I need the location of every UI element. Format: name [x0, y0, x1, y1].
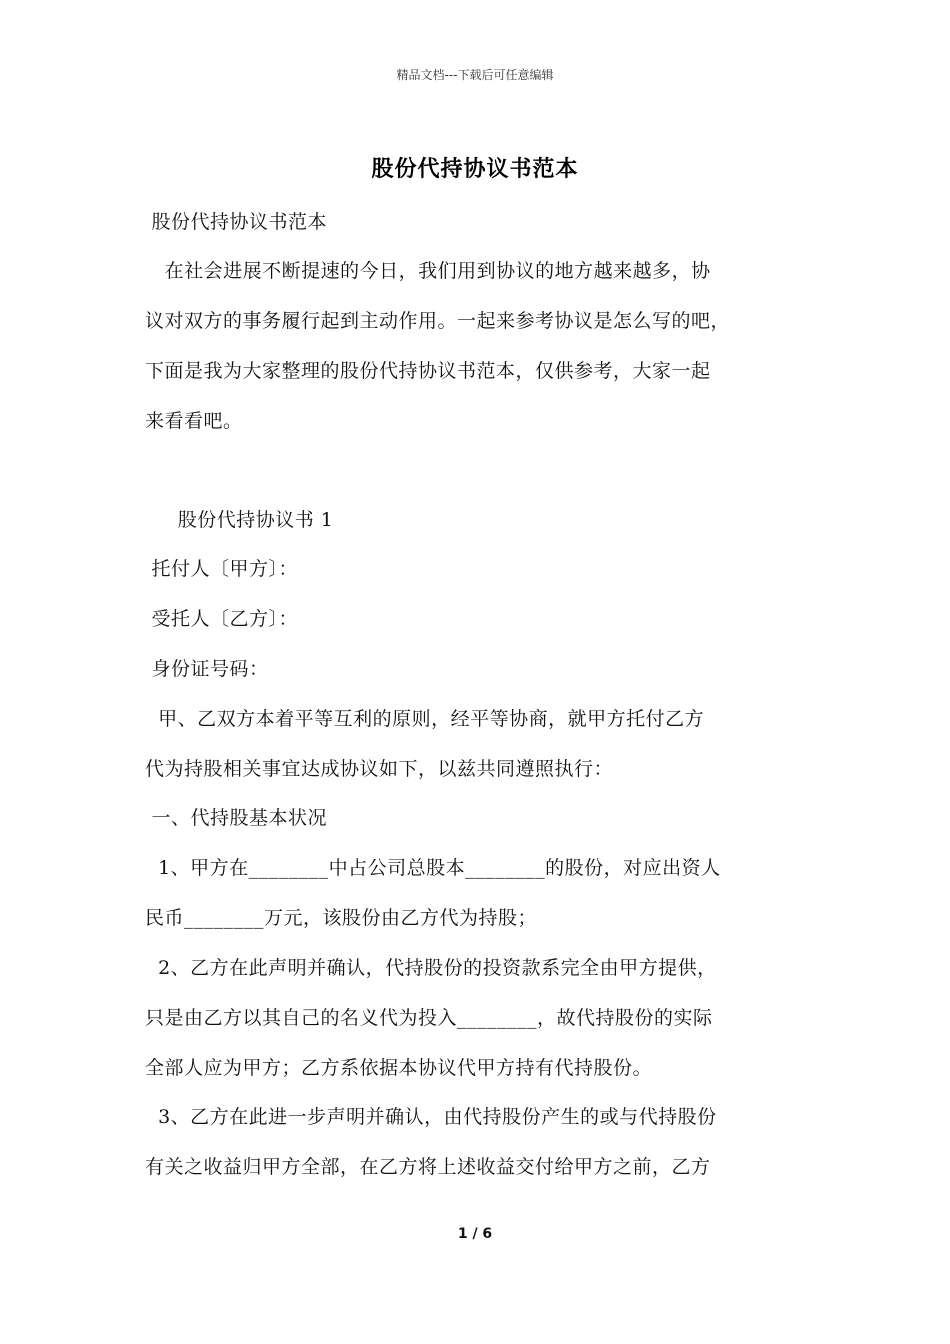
paragraph-line: 受托人〔乙方〕：: [145, 608, 299, 630]
page-number: 1 / 6: [457, 1226, 493, 1242]
paragraph-line: 在社会进展不断提速的今日，我们用到协议的地方越来越多，协: [145, 260, 711, 282]
paragraph-line: 有关之收益归甲方全部，在乙方将上述收益交付给甲方之前，乙方: [145, 1156, 711, 1178]
paragraph-line: 来看看吧。: [145, 410, 243, 432]
subtitle-line: 股份代持协议书范本: [145, 211, 328, 233]
paragraph-line: 身份证号码：: [145, 658, 269, 680]
paragraph-line: 民币________万元，该股份由乙方代为持股；: [145, 907, 538, 929]
section-heading: 一、代持股基本状况: [145, 807, 328, 829]
paragraph-line: 下面是我为大家整理的股份代持协议书范本，仅供参考，大家一起: [145, 360, 711, 382]
paragraph-line: 甲、乙双方本着平等互利的原则，经平等协商，就甲方托付乙方: [145, 708, 705, 730]
paragraph-line: 议对双方的事务履行起到主动作用。一起来参考协议是怎么写的吧，: [145, 310, 731, 332]
section-heading: 股份代持协议书 1: [145, 509, 334, 531]
document-title: 股份代持协议书范本: [371, 156, 579, 182]
paragraph-line: 代为持股相关事宜达成协议如下，以兹共同遵照执行：: [145, 758, 614, 780]
paragraph-line: 全部人应为甲方；乙方系依据本协议代甲方持有代持股份。: [145, 1057, 653, 1079]
page-header-watermark: 精品文档---下载后可任意编辑: [396, 68, 554, 82]
paragraph-line: 只是由乙方以其自己的名义代为投入________，故代持股份的实际: [145, 1007, 713, 1029]
paragraph-line: 2、乙方在此声明并确认，代持股份的投资款系完全由甲方提供，: [145, 957, 717, 979]
paragraph-line: 1、甲方在________中占公司总股本________的股份，对应出资人: [145, 857, 721, 879]
paragraph-line: 3、乙方在此进一步声明并确认，由代持股份产生的或与代持股份: [145, 1106, 717, 1128]
paragraph-line: 托付人〔甲方〕：: [145, 558, 299, 580]
